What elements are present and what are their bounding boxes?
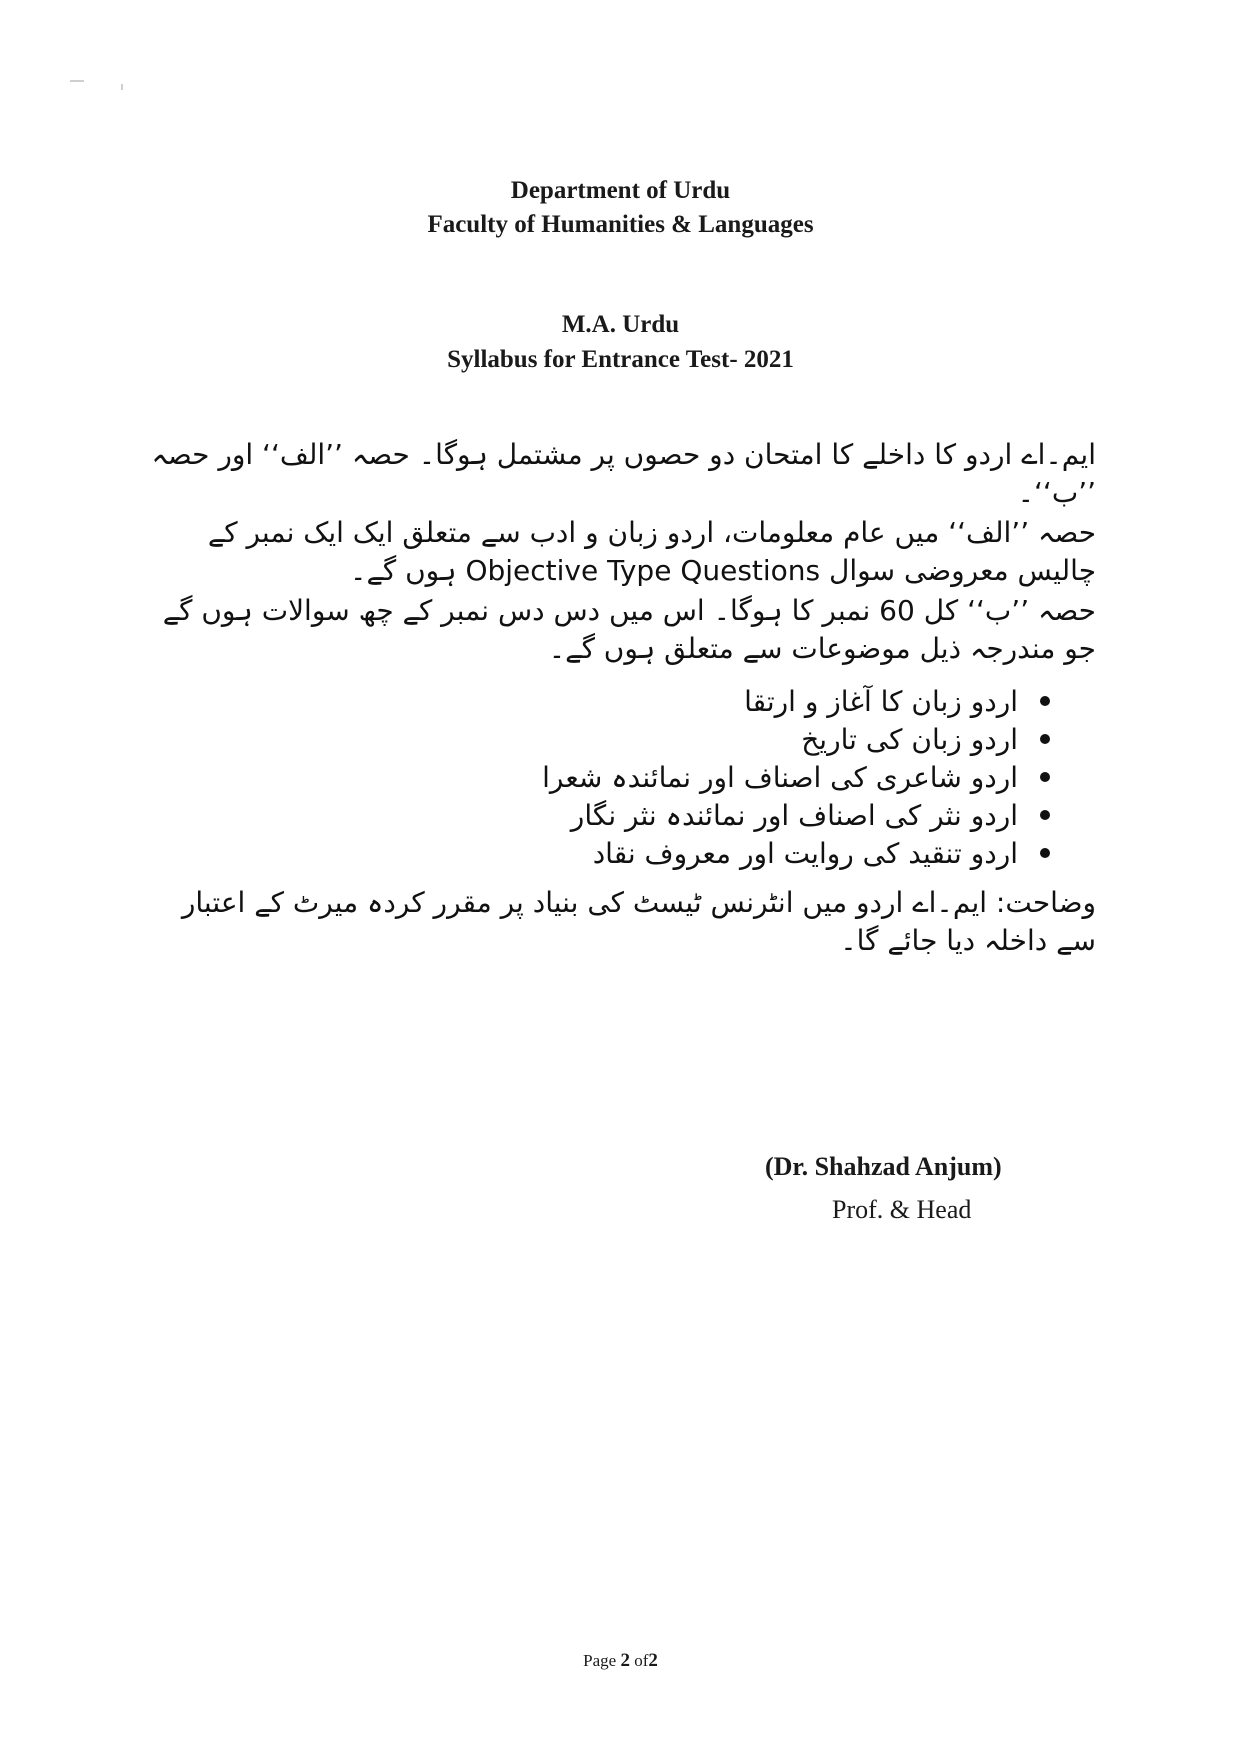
faculty-heading: Faculty of Humanities & Languages [427,211,814,238]
page-total: 2 [648,1650,658,1671]
list-item [150,721,1050,759]
signatory-name: (Dr. Shahzad Anjum) [765,1152,1002,1181]
topic-text: اردو زبان کی تاریخ [801,723,1018,756]
section-alif-paragraph: حصہ ’’الف‘‘ میں عام معلومات، اردو زبان و ادب سے متعلق ایک ایک نمبر کے چالیس معروضی سوال Objective Type Questions ہوں گے۔ [207,516,1096,587]
intro-paragraph: ایم۔اے اردو کا داخلے کا امتحان دو حصوں پر مشتمل ہوگا۔ حصہ ’’الف‘‘ اور حصہ ’’ب‘‘۔ [151,438,1096,509]
bullet-icon [1040,696,1050,706]
page-number: 2 [620,1650,630,1671]
topic-text: اردو شاعری کی اصناف اور نمائندہ شعرا [542,761,1018,794]
bullet-icon [1040,810,1050,820]
scan-speck [121,84,123,90]
page-label: Page [583,1651,617,1670]
bullet-icon [1040,772,1050,782]
department-heading: Department of Urdu [510,177,731,204]
list-item [150,835,1050,873]
of-label: of [634,1651,649,1670]
page-footer [0,1650,1241,1672]
degree-heading: M.A. Urdu [561,311,680,338]
section-bay-paragraph: حصہ ’’ب‘‘ کل 60 نمبر کا ہوگا۔ اس میں دس دس نمبر کے چھ سوالات ہوں گے جو مندرجہ ذیل موضوعات سے متعلق ہوں گے۔ [162,594,1096,665]
syllabus-title: Syllabus for Entrance Test- 2021 [447,346,794,373]
bullet-icon [1040,734,1050,744]
list-item [150,759,1050,797]
topic-text: اردو تنقید کی روایت اور معروف نقاد [592,837,1018,870]
clarification-note: وضاحت: ایم۔اے اردو میں انٹرنس ٹیسٹ کی بنیاد پر مقرر کردہ میرٹ کے اعتبار سے داخلہ دیا جائے گا۔ [181,886,1096,957]
list-item [150,683,1050,721]
topic-text: اردو زبان کا آغاز و ارتقا [744,685,1018,718]
list-item [150,797,1050,835]
signatory-title: Prof. & Head [832,1195,972,1224]
topic-text: اردو نثر کی اصناف اور نمائندہ نثر نگار [570,799,1018,832]
bullet-icon [1040,848,1050,858]
topic-list [150,683,1050,873]
scan-speck [70,80,84,82]
